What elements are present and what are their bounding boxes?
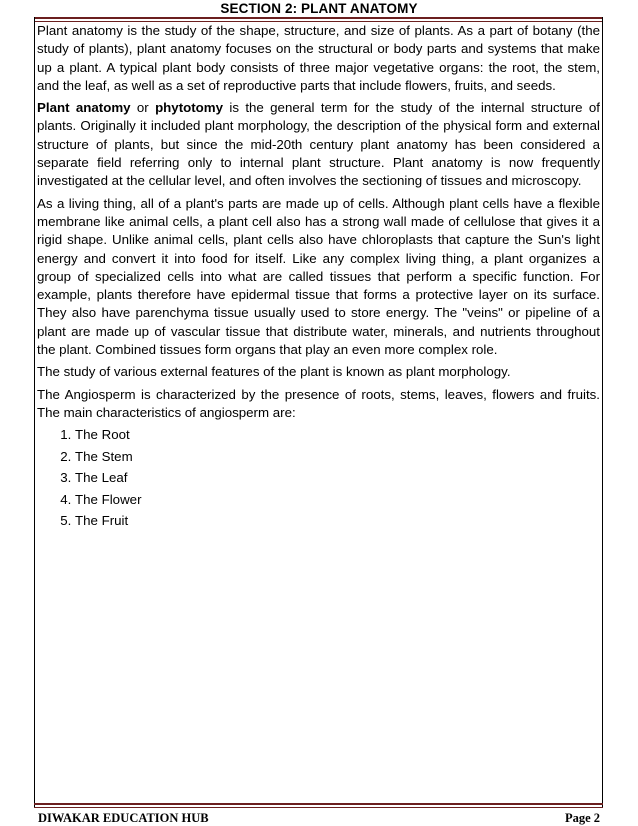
list-item: 2. The Stem [75,448,600,466]
characteristics-list [37,426,600,530]
footer-rule-thin [34,807,603,808]
footer-publisher: DIWAKAR EDUCATION HUB [38,811,209,825]
list-item: 4. The Flower [75,491,600,509]
list-item: 1. The Root [75,426,600,444]
footer-page-number: Page 2 [564,811,600,825]
list-item: 5. The Fruit [75,512,600,530]
paragraph-cells: As a living thing, all of a plant's parts are made up of cells. Although plant cells have a flexible membrane like animal cells, a plant cell also has a strong wall made of cellulose that gives it a rigid shape. Unlike animal cells, plant cells also have chloroplasts that capture the Sun's light energy and convert it into food for itself. Like any complex living thing, a plant organizes a group of specialized cells into what are called tissues that perform a specific function. For example, plants therefore have epidermal tissue that forms a protective layer on its surface. They also have parenchyma tissue usually used to store energy. The "veins" or pipeline of a plant are made up of vascular tissue that distribute water, minerals, and nutrients throughout the plant. Combined tissues form organs that play an even more complex role. [37,195,600,358]
paragraph-intro: Plant anatomy is the study of the shape, structure, and size of plants. As a part of botany (the study of plants), plant anatomy focuses on the structural or body parts and systems that make up a plant. A typical plant body consists of three major vegetative organs: the root, the stem, and the leaf, as well as a set of reproductive parts that include flowers, fruits, and seeds. [37,23,600,93]
definition-text: is the general term for the study of the internal structure of plants. Originally it included plant morphology, the description of the physical form and external structure of plants, but since the mid-20th century plant anatomy has been considered a separate field referring only to internal plant structure. Plant anatomy is now frequently investigated at the cellular level, and often involves the sectioning of tissues and microscopy. [37,100,600,189]
page-body [37,22,600,534]
paragraph-definition [37,99,600,190]
page-border-right [602,17,603,807]
page-border-left [34,17,35,807]
footer-rule-thick [34,803,603,805]
term-plant-anatomy: Plant anatomy [37,100,131,116]
term-phytotomy: phytotomy [155,100,224,116]
paragraph-angiosperm: The Angiosperm is characterized by the presence of roots, stems, leaves, flowers and fruits. The main characteristics of angiosperm are: [37,386,600,420]
list-item: 3. The Leaf [75,469,600,487]
header-rule-thick [34,17,603,19]
connector-text: or [130,100,156,116]
paragraph-morphology: The study of various external features of the plant is known as plant morphology. [37,364,511,380]
page-header-title: SECTION 2: PLANT ANATOMY [220,1,418,16]
